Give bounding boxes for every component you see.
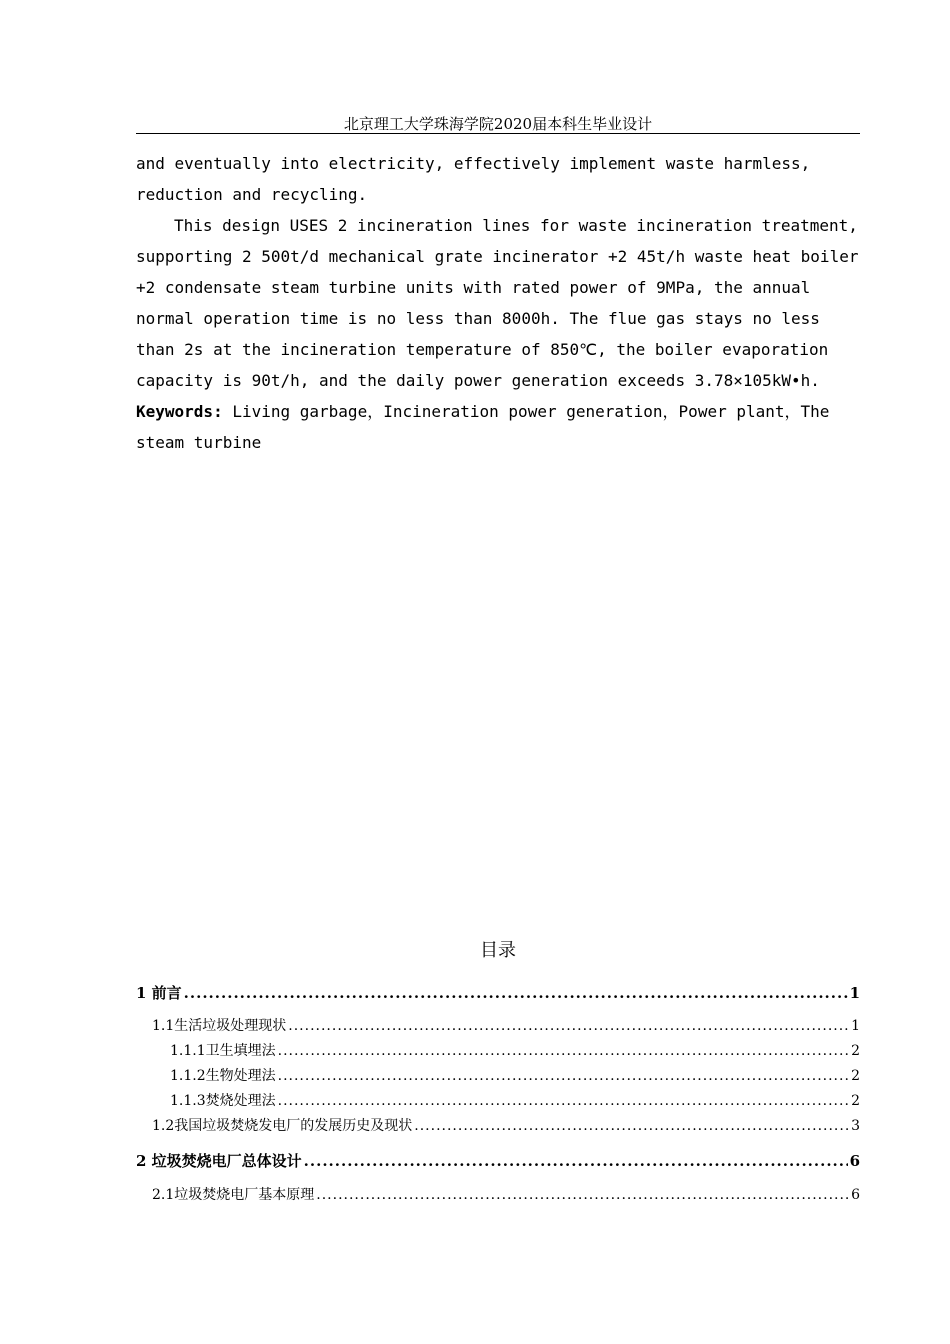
toc-leader-dots — [278, 1092, 849, 1110]
toc-entry-label: 1.1.2生物处理法 — [170, 1068, 276, 1084]
toc-entry-page: 2 — [851, 1093, 860, 1109]
toc-title: 目录 — [480, 940, 516, 961]
toc-entry-label: 2 垃圾焚烧电厂总体设计 — [136, 1152, 302, 1170]
toc-leader-dots — [304, 1152, 848, 1170]
keywords-text: Living garbage，Incineration power generation，Power plant，The steam turbine — [136, 402, 830, 452]
toc-entry[interactable] — [136, 984, 860, 1002]
toc-entry[interactable] — [170, 1042, 860, 1060]
keywords-label: Keywords: — [136, 402, 223, 421]
toc-entry-label: 1.1.3焚烧处理法 — [170, 1093, 276, 1109]
toc-entry-page: 2 — [851, 1043, 860, 1059]
toc-leader-dots — [288, 1017, 849, 1035]
toc-entry-page: 3 — [851, 1118, 860, 1134]
toc-entry-page: 6 — [851, 1187, 860, 1203]
abstract-paragraph — [136, 210, 860, 396]
abstract-body — [136, 148, 860, 458]
abstract-continuation: and eventually into electricity, effectively implement waste harmless, reduction and recycling. — [136, 154, 811, 204]
toc-leader-dots — [414, 1117, 849, 1135]
toc-leader-dots — [278, 1042, 849, 1060]
toc-leader-dots — [316, 1186, 849, 1204]
toc-entry-label: 1.2我国垃圾焚烧发电厂的发展历史及现状 — [152, 1118, 413, 1134]
toc-entry[interactable] — [152, 1186, 860, 1204]
toc-entry-page: 1 — [849, 984, 860, 1002]
toc-leader-dots — [278, 1067, 849, 1085]
toc-entry[interactable] — [136, 1152, 860, 1170]
keywords-line — [136, 396, 860, 458]
toc-entry-page: 1 — [851, 1018, 860, 1034]
header-divider — [136, 133, 860, 134]
abstract-paragraph-text: This design USES 2 incineration lines for waste incineration treatment, supporting 2 500t/d mechanical grate incinerator +2 45t/h waste heat boiler +2 condensate steam turbine units with rated power of 9MPa, the annual normal operation time is no less than 8000h. The flue gas stays no less than 2s at the incineration temperature of 850℃, the boiler evaporation capacity is 90t/h, and the daily power generation exceeds 3.78×105kW•h. — [136, 216, 859, 390]
toc-entry[interactable] — [170, 1092, 860, 1110]
toc-entry-label: 1.1生活垃圾处理现状 — [152, 1018, 287, 1034]
toc-entry-page: 6 — [849, 1152, 860, 1170]
page-header: 北京理工大学珠海学院2020届本科生毕业设计 — [343, 115, 653, 133]
toc-entry-label: 2.1垃圾焚烧电厂基本原理 — [152, 1187, 315, 1203]
toc-entry-page: 2 — [851, 1068, 860, 1084]
toc-entry[interactable] — [152, 1117, 860, 1135]
toc-leader-dots — [184, 984, 848, 1002]
toc-entry[interactable] — [170, 1067, 860, 1085]
toc-entry-label: 1 前言 — [136, 984, 182, 1002]
toc-entry-label: 1.1.1卫生填埋法 — [170, 1043, 276, 1059]
toc-entry[interactable] — [152, 1017, 860, 1035]
